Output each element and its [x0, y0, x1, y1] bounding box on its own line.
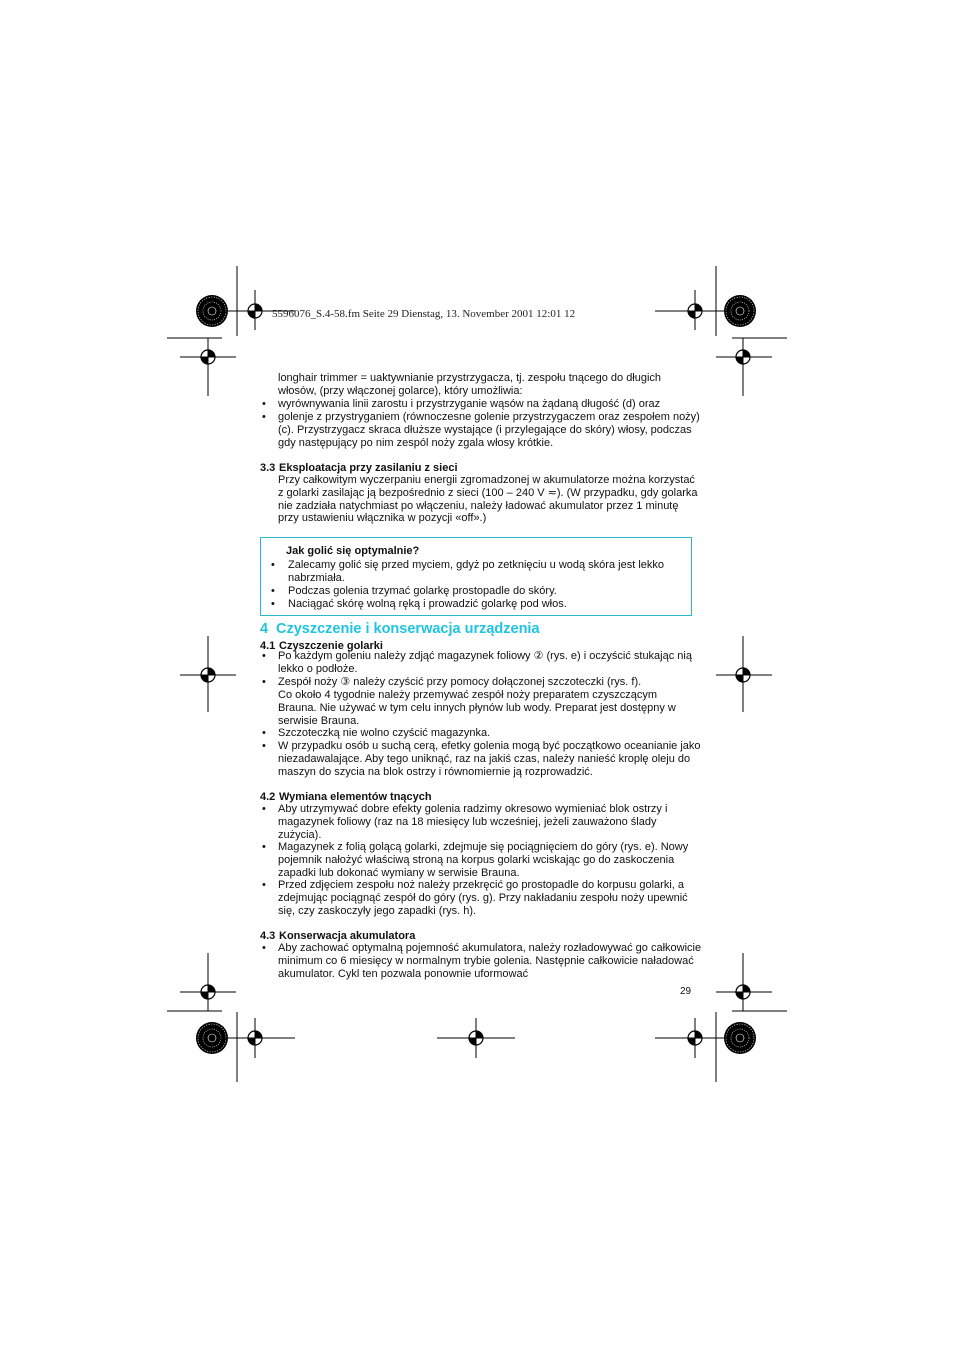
subsection-heading: 4.1 Czyszczenie golarki: [260, 640, 383, 652]
subsection-heading: 3.3 Eksploatacja przy zasilaniu z sieci: [260, 462, 458, 474]
subsection-heading: 4.2 Wymiana elementów tnących: [260, 791, 432, 803]
subsection-heading: 4.3 Konserwacja akumulatora: [260, 930, 416, 942]
intro-paragraph: longhair trimmer = uaktywnianie przystrzygacza, tj. zespołu tnącego do długich włosów, (przy włączonej golarce), który umożliwia:: [278, 372, 662, 397]
tip-title: Jak golić się optymalnie?: [286, 545, 420, 557]
tip-box: [260, 537, 692, 616]
list-item: • Po każdym goleniu należy zdjąć magazynek foliowy ② (rys. e) i oczyścić stukając nią lekko o podłoże.: [262, 650, 702, 676]
section-title: 4 Czyszczenie i konserwacja urządzenia: [260, 621, 540, 637]
intro-bullet: • golenje z przystryganiem (równoczesne golenie przystrzygaczem oraz zespołem noży) (c). Przystrzygacz skraca dłuższe wystające (i przylegające do skóry) włosy, podczas gdy następujący po nim zespól noży zgala włosy krótkie.: [262, 411, 702, 449]
list-item: • Aby zachować optymalną pojemność akumulatora, należy rozładowywać go całkowicie minimum co 6 miesięcy w normalnym trybie golenia. Następnie całkowicie naładować akumulator. Cykl ten pozwala ponownie uformować: [262, 942, 702, 980]
list-item: • W przypadku osób u suchą cerą, efetky golenia mogą być początkowo oceanianie jako niezadawalające. Aby tego uniknąć, raz na jakiś czas, należy nanieść kroplę oleju do maszyn do szycia na blok ostrzy i równomiernie ją rozprowadzić.: [262, 740, 702, 778]
page-number: 29: [680, 986, 692, 997]
list-item: • Zespół noży ③ należy czyścić przy pomocy dołączonej szczoteczki (rys. f).: [262, 676, 702, 689]
tip-bullet: • Naciągać skórę wolną ręką i prowadzić golarkę pod włos.: [271, 598, 703, 611]
intro-bullet: • wyrównywania linii zarostu i przystrzyganie wąsów na żądaną długość (d) oraz: [262, 398, 702, 411]
tip-bullet: • Podczas golenia trzymać golarkę prostopadle do skóry.: [271, 585, 703, 598]
list-item-continuation: Co około 4 tygodnie należy przemywać zespół noży preparatem czyszczącym Brauna. Nie używać w tym celu innych płynów lub wody. Preparat jest dostępny w serwisie Brauna.: [278, 689, 676, 727]
list-item: • Aby utrzymywać dobre efekty golenia radzimy okresowo wymieniać blok ostrzy i magazynek foliowy (raz na 18 miesięcy lub wcześniej, jeżeli zauważono ślady zużycia).: [262, 803, 702, 841]
list-item: • Magazynek z folią golącą golarki, zdejmuje się pociągnięciem do góry (rys. e). Nowy pojemnik nałożyć właściwą stroną na korpus golarki wciskając go do zaskoczenia zapadki lub dokonać wymiany w serwisie Brauna.: [262, 841, 702, 879]
list-item: • Szczoteczką nie wolno czyścić magazynka.: [262, 727, 702, 740]
subsection-paragraph: Przy całkowitym wyczerpaniu energii zgromadzonej w akumulatorze można korzystać z golarki zasilając ją bezpośrednio z sieci (100 – 240 V ≂). (W przypadku, gdy golarka nie zadziała natychmiast po włączeniu, należy ładować akumulator przez 1 minutę przy ustawieniu włącznika w pozycji «off».): [278, 474, 698, 525]
list-item: • Przed zdjęciem zespołu noż należy przekręcić go prostopadle do korpusu golarki, a zdejmując pociągnąć zespół do góry (rys. g). Przy nakładaniu zespołu noży upewnić się, czy zaskoczyły jego zapadki (rys. h).: [262, 879, 702, 917]
tip-bullet: • Zalecamy golić się przed myciem, gdyż po zetknięciu u wodą skóra jest lekko nabrzmiała.: [271, 559, 703, 585]
print-header: 5596076_S.4-58.fm Seite 29 Dienstag, 13. November 2001 12:01 12: [272, 308, 576, 320]
